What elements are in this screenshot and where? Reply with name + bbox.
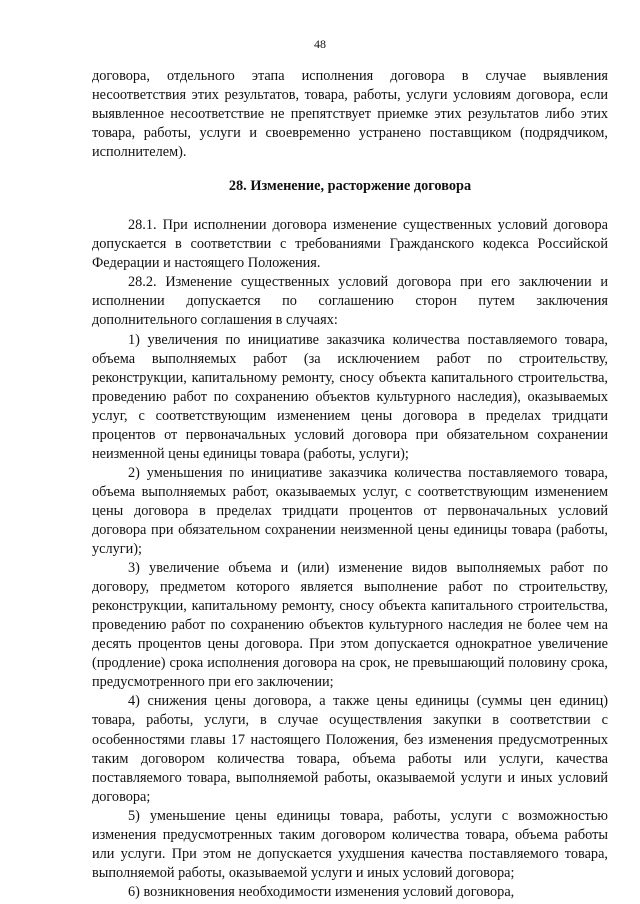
list-item-6: 6) возникновения необходимости изменения условий договора, [128,883,515,900]
document-body [92,67,608,902]
paragraph-28-1: 28.1. При исполнении договора изменение существенных условий договора допускается в соответствии с требованиями Гражданского кодекса Российской Федерации и настоящего Положения. [92,217,608,272]
list-item-2: 2) уменьшения по инициативе заказчика количества поставляемого товара, объема выполняемых работ, оказываемых услуг, с соответствующим изменением цены договора в пределах тридцати процентов от первоначальных условий договора при обязательном сохранении неизменной цены единицы товара (работы, услуги); [92,464,608,558]
paragraph-continued: договора, отдельного этапа исполнения договора в случае выявления несоответствия этих результатов, товара, работы, услуги условиям договора, если выявленное несоответствие не препятствует приемке этих результатов либо этих товара, работы, услуги и своевременно устранено поставщиком (подрядчиком, исполнителем). [92,68,608,161]
list-item-4: 4) снижения цены договора, а также цены единицы (суммы цен единиц) товара, работы, услуги, в случае осуществления закупки в соответствии с особенностями главы 17 настоящего Положения, без изменения предусмотренных таким договором количества товара, объема работы или услуги, качества поставляемого товара, выполняемой работы, оказываемой услуги и иных условий договора; [92,693,608,805]
list-item-5: 5) уменьшение цены единицы товара, работы, услуги с возможностью изменения предусмотренных таким договором количества товара, объема работы или услуги. При этом не допускается ухудшения качества поставляемого товара, выполняемой работы, оказываемой услуги и иных условий договора; [92,807,608,881]
paragraph-28-2: 28.2. Изменение существенных условий договора при его заключении и исполнении допускается по соглашению сторон путем заключения дополнительного соглашения в случаях: [92,274,608,329]
list-item-3: 3) увеличение объема и (или) изменение видов выполняемых работ по договору, предметом которого является выполнение работ по строительству, реконструкции, капитальному ремонту, сносу объекта капитального строительства, проведению работ по сохранению объектов культурного наследия не более чем на десять процентов цены договора. При этом допускается однократное увеличение (продление) срока исполнения договора на срок, не превышающий половину срока, предусмотренного при его заключении; [92,560,608,691]
page-number: 48 [314,37,326,51]
list-item-1: 1) увеличения по инициативе заказчика количества поставляемого товара, объема выполняемых работ (за исключением работ по строительству, реконструкции, капитальному ремонту, сносу объекта капитального строительства, проведению работ по сохранению объектов культурного наследия), оказываемых услуг, с соответствующим изменением цены договора в пределах тридцати процентов от первоначальных условий договора при обязательном сохранении неизменной цены единицы товара (работы, услуги); [92,331,608,462]
section-heading: 28. Изменение, расторжение договора [228,178,472,195]
